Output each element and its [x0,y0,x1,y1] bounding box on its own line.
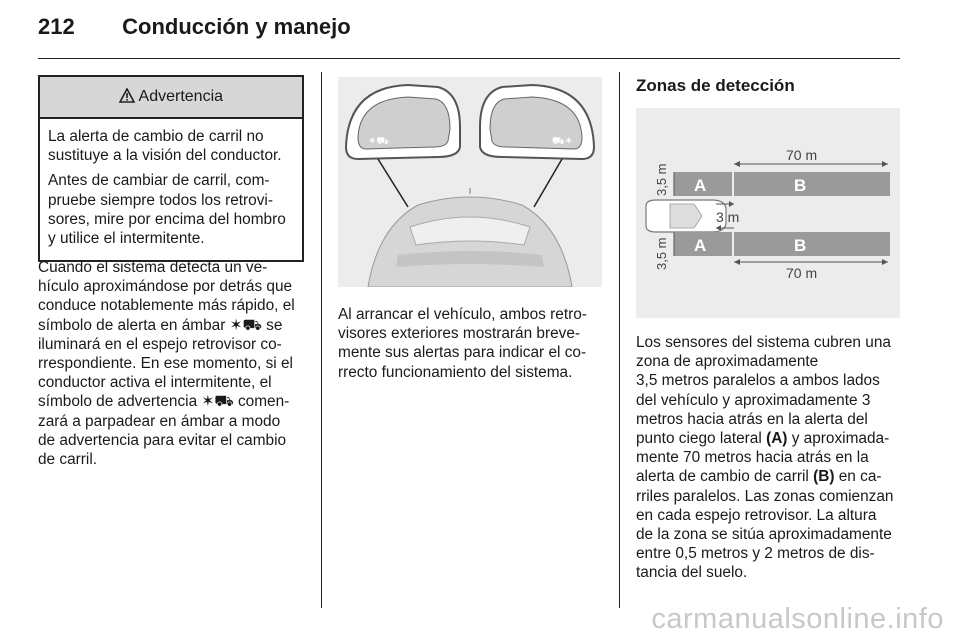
warning-paragraph: Antes de cambiar de carril, com-pruebe siempre todos los retrovi-sores, mire por encima del hombro y utilice el intermitente. [48,172,286,248]
zone-b-bottom: B [794,236,807,255]
text-line: símbolo de advertencia ✶⛟ comen- [38,393,290,411]
mirrors-illustration [338,77,602,287]
column-divider-1 [321,72,322,608]
text-line: mente 70 metros hacia atrás en la [636,449,869,467]
text-line: en cada espejo retrovisor. La altura [636,506,877,524]
col3-text [636,333,902,583]
col2-text [338,305,608,382]
text-line: símbolo de alerta en ámbar ✶⛟ se [38,316,283,334]
text-line: Al arrancar el vehículo, ambos retro- [338,306,587,323]
header-rule [38,58,900,59]
column-divider-2 [619,72,620,608]
text-line: zona de aproximadamente [636,353,819,371]
text-line: tancia del suelo. [636,564,748,582]
text-span: en ca- [834,468,882,486]
text-line: de la zona se sitúa aproximadamente [636,526,892,544]
warning-body [40,119,302,260]
page-number: 212 [38,14,75,39]
warning-paragraph: La alerta de cambio de carril no sustituye a la visión del conductor. [48,128,282,165]
side-width-bottom-label: 3,5 m [654,237,669,270]
page-title: Conducción y manejo [122,14,351,39]
text-line: 3,5 metros paralelos a ambos lados [636,372,880,390]
text-line: de carril. [38,451,98,469]
text-line: hículo aproximándose por detrás que [38,278,293,296]
text-line: rriles paralelos. Las zonas comienzan [636,487,894,505]
top-distance-label: 70 m [786,147,818,163]
warning-box [38,75,304,262]
col1-text [38,258,308,469]
text-line: rrecto funcionamiento del sistema. [338,363,573,381]
text-line: de advertencia para evitar el cambio [38,431,287,449]
text-line: entre 0,5 metros y 2 metros de dis- [636,545,875,563]
text-line: visores exteriores mostrarán breve- [338,325,581,343]
text-line: conduce notablemente más rápido, el [38,297,295,315]
text-line: metros hacia atrás en la alerta del [636,410,868,428]
text-span: alerta de cambio de carril [636,468,814,486]
warning-title: Advertencia [138,88,224,105]
text-line: del vehículo y aproximadamente 3 [636,391,871,409]
section-title: Zonas de detección [636,76,795,95]
zone-a-top: A [694,176,707,195]
text-span: y aproximada- [787,430,890,448]
svg-text:⛟✶: ⛟✶ [552,136,573,147]
watermark: carmanualsonline.info [651,603,944,635]
zone-b-ref: (B) [813,468,835,486]
bottom-distance-label: 70 m [786,265,818,281]
warning-icon [119,88,139,105]
zone-a-ref: (A) [766,430,788,448]
zone-a-bottom: A [694,236,707,255]
text-line [636,429,902,448]
page-header [38,14,351,40]
text-line [636,467,902,486]
detection-zones-diagram [636,108,900,318]
text-line: iluminará en el espejo retrovisor co- [38,335,282,353]
svg-text:✶⛟: ✶⛟ [368,136,389,147]
text-line: rrespondiente. En ese momento, si el [38,355,293,373]
text-span: punto ciego lateral [636,430,767,448]
text-line: zará a parpadear en ámbar a modo [38,412,281,430]
side-width-top-label: 3,5 m [654,163,669,196]
text-line: Cuando el sistema detecta un ve- [38,259,268,276]
text-line: conductor activa el intermitente, el [38,374,272,392]
rear-distance-label: 3 m [716,209,740,225]
text-line: Los sensores del sistema cubren una [636,334,891,351]
warning-header [40,77,302,119]
text-line: mente sus alertas para indicar el co- [338,344,587,362]
zone-b-top: B [794,176,807,195]
